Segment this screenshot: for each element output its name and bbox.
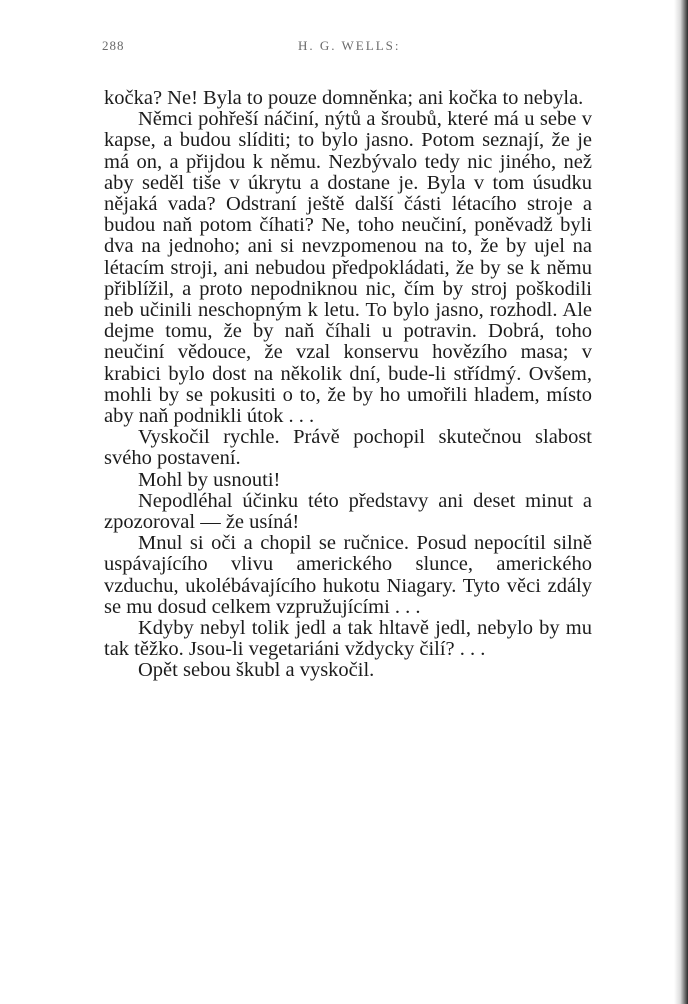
paragraph: kočka? Ne! Byla to pouze domněnka; ani kočka to nebyla. xyxy=(104,87,584,109)
paragraph: Nepodléhal účinku této představy ani deset minut a zpozoroval — že usíná! xyxy=(104,489,592,534)
paragraph: Vyskočil rychle. Právě pochopil skutečnou slabost svého postavení. xyxy=(104,426,592,470)
paragraph: Mnul si oči a chopil se ručnice. Posud nepocítil silně uspávajícího vlivu amerického slunce, amerického vzduchu, ukolébávajícího hukotu Niagary. Tyto věci zdály se mu dosud celkem vzpružujícími . . . xyxy=(104,532,592,618)
body-text xyxy=(104,88,592,682)
paragraph: Mohl by usnouti! xyxy=(138,468,281,491)
page-edge-shadow xyxy=(674,0,688,1004)
page-header xyxy=(102,38,592,58)
running-head: H. G. WELLS: xyxy=(298,38,401,53)
paragraph: Opět sebou škubl a vyskočil. xyxy=(138,659,375,682)
page-number: 288 xyxy=(102,38,125,53)
paragraph: Kdyby nebyl tolik jedl a tak hltavě jedl, nebylo by mu tak těžko. Jsou-li vegetariáni vždycky čilí? . . . xyxy=(104,617,592,661)
paragraph: Němci pohřeší náčiní, nýtů a šroubů, které má u sebe v kapse, a budou slíditi; to bylo jasno. Potom seznají, že je má on, a přijdou k němu. Nezbývalo tedy nic jiného, než aby seděl tiše v úkrytu a dostane je. Byla v tom úsudku nějaká vada? Odstraní ještě další části létacího stroje a budou naň potom číhati? Ne, toho neučiní, poněvadž byli dva na jednoho; ani si nevzpomenou na to, že by ujel na létacím stroji, ani nebudou předpokládati, že by se k němu přiblížil, a proto nepodniknou nic, čím by stroj poškodili neb učinili neschopným k letu. To bylo jasno, rozhodl. Ale dejme tomu, že by naň číhali u potravin. Dobrá, toho neučiní vědouce, že vzal konservu hovězího masa; v krabici bylo dost na několik dní, bude-li střídmý. Ovšem, mohli by se pokusiti o to, že by ho umořili hladem, místo aby naň podnikli útok . . . xyxy=(104,108,592,428)
